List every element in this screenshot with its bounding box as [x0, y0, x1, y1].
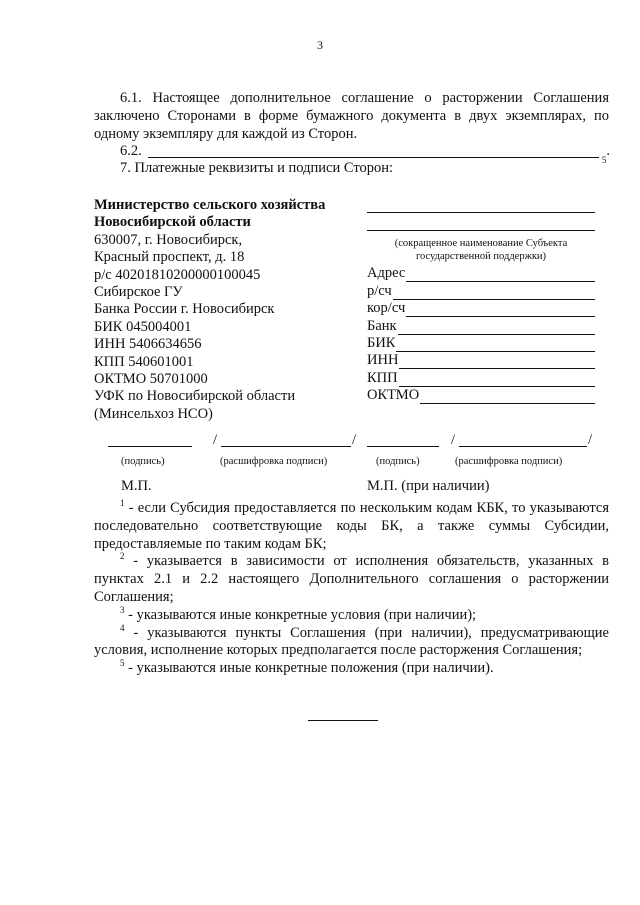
clause-6-2-label: 6.2.: [120, 143, 142, 159]
field-oktmo: [367, 387, 595, 404]
party-right-caption: [367, 237, 595, 263]
party-left-detail: Сибирское ГУ: [94, 284, 183, 301]
clause-6-1: 6.1. Настоящее дополнительное соглашение о расторжении Соглашения заключено Сторонами в форме бумажного документа в двух экземплярах, по одному экземпляру для каждой из Сторон.: [94, 90, 609, 142]
party-left-detail: Банка России г. Новосибирск: [94, 301, 275, 318]
footnote-text: - указываются иные конкретные положения (при наличии).: [124, 660, 494, 677]
field-bank: [367, 317, 595, 334]
footnote-number: 2: [120, 551, 125, 562]
signature-line-left: [108, 446, 192, 447]
field-label: ОКТМО: [367, 387, 420, 404]
footnotes: [94, 500, 609, 678]
field-label: кор/сч: [367, 300, 406, 317]
party-left-detail: КПП 540601001: [94, 353, 194, 370]
signature-line-right: [367, 446, 439, 447]
party-left-name-2: Новосибирской области: [94, 214, 251, 231]
slash: /: [588, 432, 593, 448]
caption-signature: (подпись): [121, 456, 165, 467]
party-left: [94, 197, 325, 423]
signature-decode-line-left: [221, 446, 351, 447]
footnote-number: 3: [120, 604, 125, 615]
party-left-detail: (Минсельхоз НСО): [94, 405, 213, 422]
party-left-detail: УФК по Новосибирской области: [94, 388, 296, 405]
party-right: [367, 197, 595, 404]
clause-6-2: 6.2. 5 .: [120, 143, 610, 165]
slash: /: [213, 432, 218, 448]
field-kpp: [367, 369, 595, 386]
party-left-name-1: Министерство сельского хозяйства: [94, 197, 326, 213]
caption-signature: (подпись): [376, 456, 420, 467]
slash: /: [451, 432, 456, 448]
field-address: [367, 265, 595, 282]
field-label: БИК: [367, 334, 396, 351]
footnote-text: - если Субсидия предоставляется по нескольким кодам КБК, то указываются последовательно соответствующие коды БК, а также суммы Субсидии, предоставляемые по таким кодам БК;: [94, 500, 609, 552]
footnote: [94, 500, 609, 553]
footnote-text: - указываются иные конкретные условия (при наличии);: [124, 606, 477, 623]
footnote-number: 4: [120, 622, 125, 633]
end-divider: [308, 720, 378, 721]
party-left-detail: 630007, г. Новосибирск,: [94, 231, 243, 248]
field-label: КПП: [367, 369, 398, 386]
party-right-caption-line: государственной поддержки): [415, 251, 547, 262]
footnote-text: - указывается в зависимости от исполнения обязательств, указанных в пунктах 2.1 и 2.2 настоящего Дополнительного соглашения о расторжении Соглашения;: [94, 553, 609, 605]
footnote: [94, 622, 609, 661]
caption-signature-decode: (расшифровка подписи): [455, 456, 563, 467]
field-label: Банк: [367, 317, 397, 334]
stamp-right: М.П. (при наличии): [367, 478, 490, 494]
caption-signature-decode: (расшифровка подписи): [220, 456, 328, 467]
stamp-left: М.П.: [121, 478, 152, 494]
field-label: Адрес: [367, 265, 406, 282]
footnote-number: 5: [120, 658, 125, 669]
party-left-detail: ИНН 5406634656: [94, 336, 202, 353]
footnote-text: - указываются пункты Соглашения (при наличии), предусматривающие условия, исполнение которых предполагается после расторжения Соглашения;: [94, 624, 609, 659]
clause-7: 7. Платежные реквизиты и подписи Сторон:: [120, 160, 394, 176]
field-bik: [367, 335, 595, 352]
signature-decode-line-right: [459, 446, 587, 447]
page-number: 3: [317, 38, 323, 52]
party-right-name-line: [367, 215, 595, 231]
field-label: ИНН: [367, 352, 399, 369]
party-left-detail: р/с 40201810200000100045: [94, 266, 261, 283]
field-label: р/сч: [367, 282, 392, 299]
slash: /: [352, 432, 357, 448]
field-account: [367, 282, 595, 299]
party-left-detail: Красный проспект, д. 18: [94, 249, 245, 266]
footnote: [94, 660, 609, 678]
clause-6-2-blank: [148, 144, 599, 158]
footnote: [94, 604, 609, 625]
footnote-number: 1: [120, 498, 125, 509]
footnote: [94, 553, 609, 606]
field-inn: [367, 352, 595, 369]
party-right-name-line: [367, 197, 595, 213]
party-left-detail: БИК 045004001: [94, 318, 192, 335]
party-left-detail: ОКТМО 50701000: [94, 371, 208, 388]
party-right-caption-line: (сокращенное наименование Субъекта: [394, 238, 568, 249]
field-corr-account: [367, 300, 595, 317]
